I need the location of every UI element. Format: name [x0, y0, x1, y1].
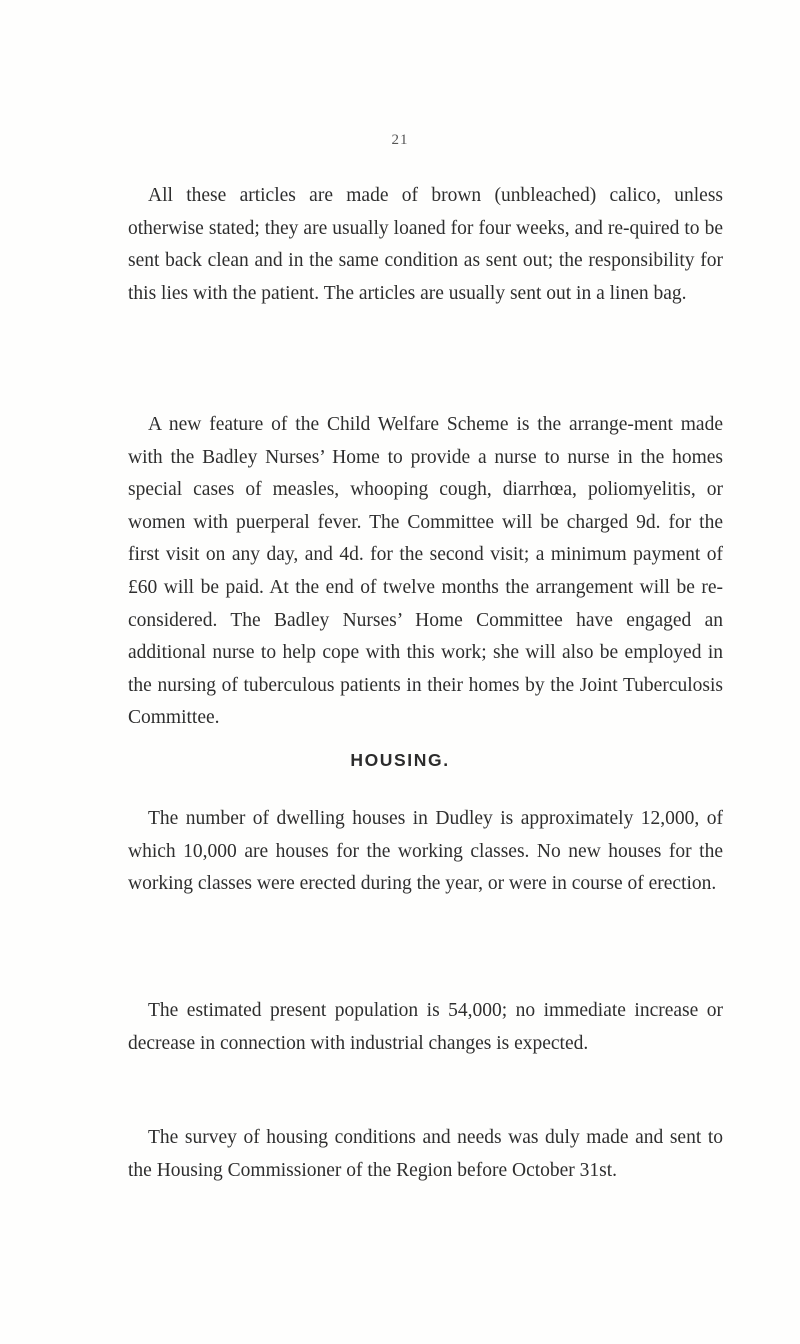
paragraph-dwelling-houses: The number of dwelling houses in Dudley is approximately 12,000, of which 10,000 are houses for the working classes. No new houses for the working classes were erected during the year, or were in course of erection.: [128, 808, 723, 895]
paragraph-housing-survey: The survey of housing conditions and needs was duly made and sent to the Housing Commissioner of the Region before October 31st.: [128, 1127, 723, 1181]
paragraph-child-welfare: A new feature of the Child Welfare Scheme is the arrange-ment made with the Badley Nurses’ Home to provide a nurse to nurse in the homes special cases of measles, whooping cough, diarrhœa, poliomyelitis, or women with puerperal fever. The Committee will be charged 9d. for the first visit on any day, and 4d. for the second visit; a minimum payment of £60 will be paid. At the end of twelve months the arrangement will be re-considered. The Badley Nurses’ Home Committee have engaged an additional nurse to help cope with this work; she will also be employed in the nursing of tuberculous patients in their homes by the Joint Tuberculosis Committee.: [128, 414, 723, 729]
paragraph-articles: All these articles are made of brown (unbleached) calico, unless otherwise stated; they are usually loaned for four weeks, and re-quired to be sent back clean and in the same condition as sent out; the responsibility for this lies with the patient. The articles are usually sent out in a linen bag.: [128, 185, 723, 304]
section-heading-housing: HOUSING.: [350, 750, 450, 770]
page-number: 21: [391, 132, 409, 148]
paragraph-population: The estimated present population is 54,000; no immediate increase or decrease in connection with industrial changes is expected.: [128, 1000, 723, 1054]
